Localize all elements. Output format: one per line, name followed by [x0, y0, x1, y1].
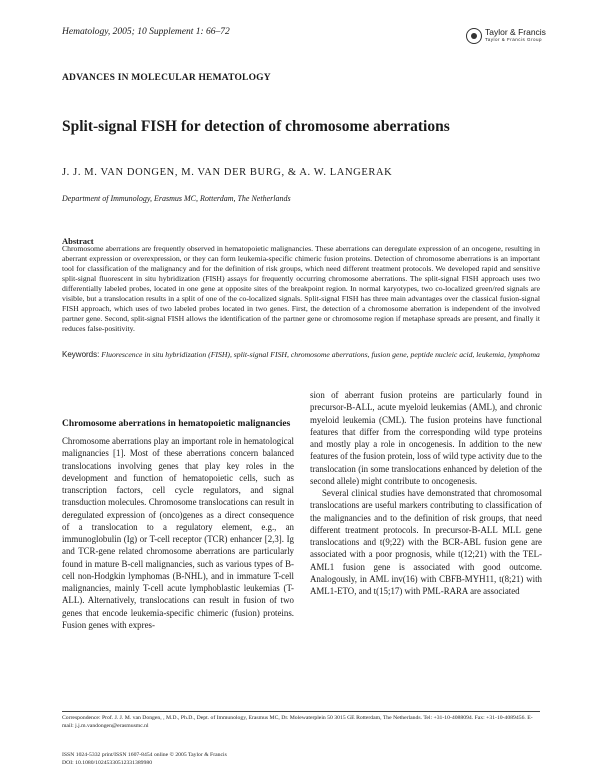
keywords: [62, 349, 540, 360]
body-section-heading: Chromosome aberrations in hematopoietic malignancies: [62, 419, 291, 429]
correspondence-note: Correspondence: Prof. J. J. M. van Dongen, , M.D., Ph.D., Dept. of Immunology, Erasmus MC, Dr. Molewaterplein 50 3015 GE Rotterdam, The Netherlands. Tel: +31-10-4088094. Fax: +31-10-4089456. E-mail: j.j.m.vandongen@erasmusmc.nl: [62, 715, 533, 729]
abstract-heading: Abstract: [62, 236, 94, 246]
body-column-right: [310, 389, 542, 597]
publisher-name: Taylor & Francis: [485, 27, 546, 37]
doi-line: DOI: 10.1080/10245330512331389980: [62, 760, 153, 766]
issn-doi-block: [62, 751, 542, 767]
keywords-text: Fluorescence in situ hybridization (FISH), split-signal FISH, chromosome aberrations, fusion gene, peptide nucleic acid, leukemia, lymphoma: [101, 350, 540, 359]
body-column-left: [62, 418, 294, 631]
section-label: ADVANCES IN MOLECULAR HEMATOLOGY: [62, 73, 271, 83]
footnote-divider: [62, 711, 540, 712]
author-list: J. J. M. VAN DONGEN, M. VAN DER BURG, & A. W. LANGERAK: [62, 167, 393, 178]
publisher-logo: [466, 26, 556, 48]
article-title: Split-signal FISH for detection of chromosome aberrations: [62, 118, 450, 135]
issn-line: ISSN 1024-5332 print/ISSN 1607-8454 online © 2005 Taylor & Francis: [62, 752, 227, 758]
body-paragraph: sion of aberrant fusion proteins are particularly found in precursor-B-ALL, acute myeloid leukemias (AML), and chronic myeloid leukemia (CML). The fusion proteins have functional features that differ from the corresponding wild type proteins and mostly play a role in oncogenesis. In addition to the new features of the fusion protein, loss of wild type activity due to the translocation (in some translocations enhanced by deletion of the second allele) might contribute to oncogenesis.: [310, 390, 542, 486]
abstract-text: Chromosome aberrations are frequently observed in hematopoietic malignancies. These aberrations can deregulate expression of an oncogene, resulting in aberrant expression or overexpression, or they can form leukemia-specific chimeric fusion proteins. Detection of chromosome aberrations is an important tool for classification of the malignancy and for the definition of risk groups, which need different treatment protocols. We developed rapid and sensitive split-signal fluorescent in situ hybridization (FISH) assays for frequently occurring chromosome aberrations. The split-signal FISH approach uses two differentially labeled probes, located in one gene at opposite sites of the breakpoint region. In normal karyotypes, two co-localized green/red signals are visible, but a translocation results in a split of one of the co-localized signals. Split-signal FISH has three main advantages over the classical fusion-signal FISH approach, which uses of two labeled probes located in two genes. First, the detection of a chromosome aberration is independent of the involved partner gene. Second, split-signal FISH allows the identification of the partner gene or chromosome region if metaphase spreads are present, and finally it reduces false-positivity.: [62, 244, 540, 333]
journal-citation: Hematology, 2005; 10 Supplement 1: 66–72: [62, 27, 230, 37]
publisher-logo-icon: [466, 28, 482, 44]
body-paragraph: Several clinical studies have demonstrated that chromosomal translocations are useful markers contributing to classification of the malignancies and to the definition of risk groups, that need different treatment protocols. In precursor-B-ALL MLL gene translocations and t(9;22) with the BCR-ABL fusion gene are associated with a poor prognosis, while t(12;21) with the TEL-AML1 fusion gene is associated with good outcome. Analogously, in AML inv(16) with CBFB-MYH11, t(8;21) with AML1-ETO, and t(15;17) with PML-RARA are associated: [310, 488, 542, 596]
publisher-subname: Taylor & Francis Group: [485, 37, 543, 42]
affiliation: Department of Immunology, Erasmus MC, Rotterdam, The Netherlands: [62, 194, 291, 203]
keywords-label: Keywords:: [62, 350, 100, 359]
body-paragraph: Chromosome aberrations play an important role in hematological malignancies [1]. Most of these aberrations concern balanced translocations involving genes that play key roles in the development and function of hematopoietic cells, such as transcription factors, cell cycle regulators, and signal transduction molecules. Chromosome translocations can result in deregulated expression of (onco)genes as a direct consequence of a translocation to a regulatory element, e.g., an immunoglobulin (Ig) or T-cell receptor (TCR) enhancer [2,3]. Ig and TCR-gene related chromosome aberrations are particularly found in mature B-cell malignancies, such as various types of B-cell non-Hodgkin lymphomas (B-NHL), and in immature T-cell malignancies, mainly T-cell acute lymphoblastic leukemias (T-ALL). Alternatively, translocations can result in fusion of two genes that encode leukemia-specific chimeric (fusion) proteins. Fusion genes with expres-: [62, 436, 294, 630]
